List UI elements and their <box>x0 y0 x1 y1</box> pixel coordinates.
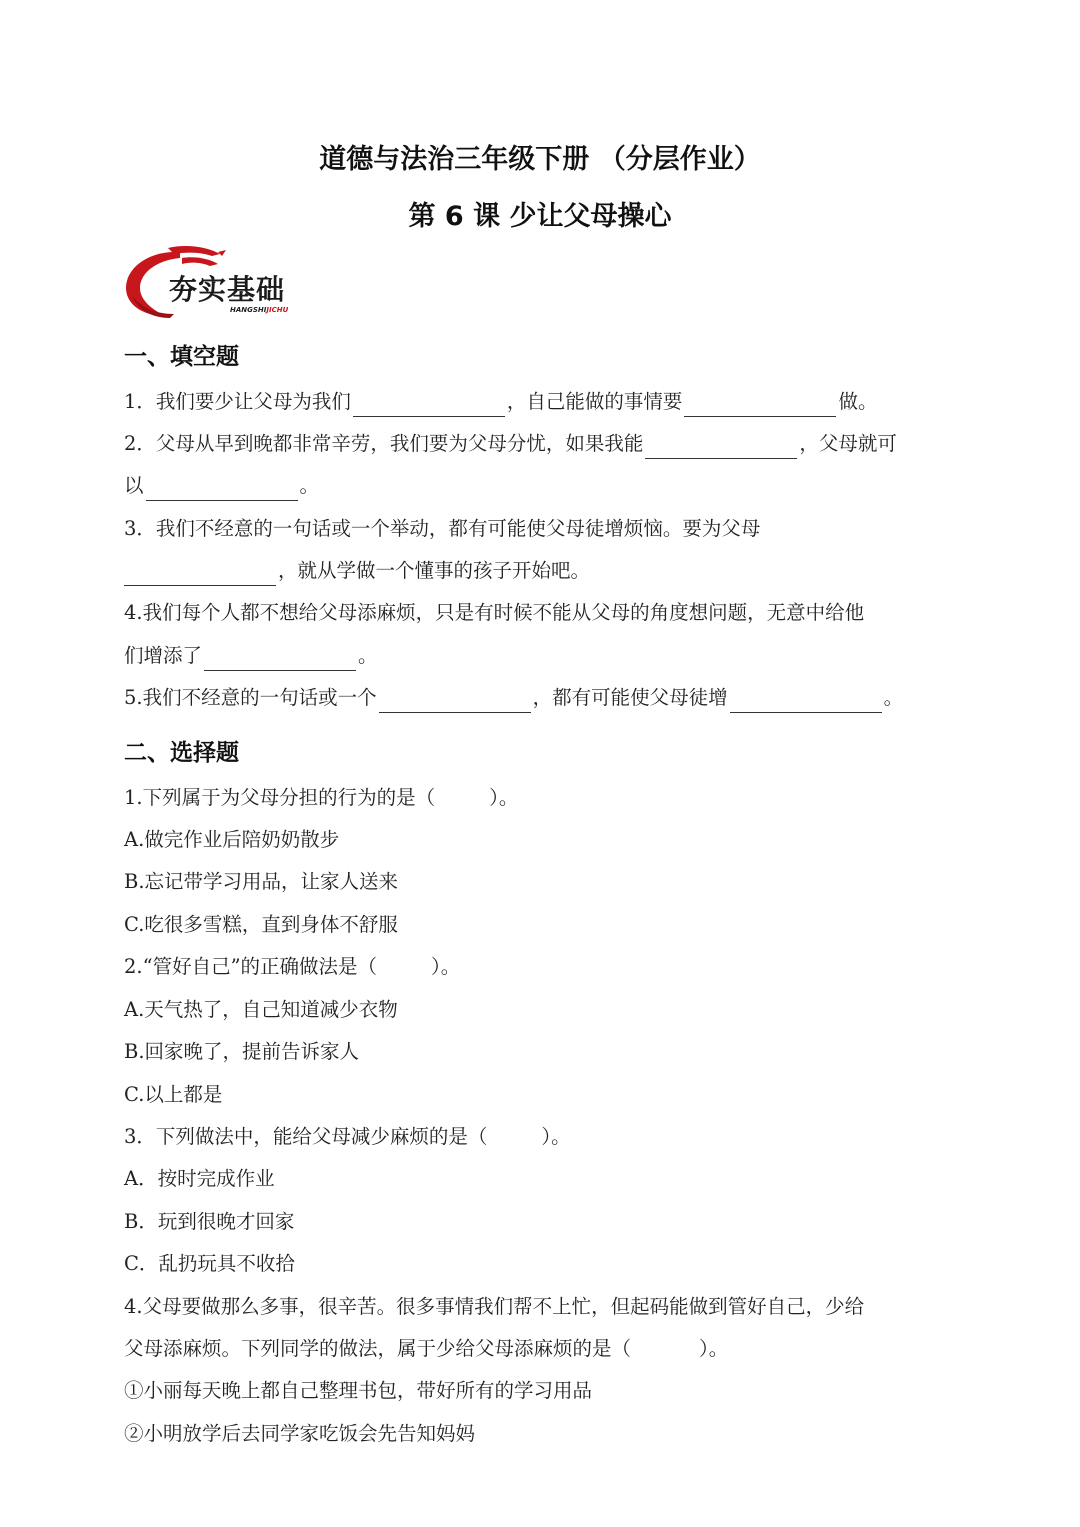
fill-question-4-cont <box>124 641 964 671</box>
c4-item-1: ①小丽每天晚上都自己整理书包，带好所有的学习用品 <box>124 1379 593 1402</box>
fill-question-3 <box>124 514 964 544</box>
fill-question-3-cont <box>124 556 964 586</box>
answer-blank <box>730 690 882 713</box>
c1-option-a: A.做完作业后陪奶奶散步 <box>124 828 340 851</box>
c4-stem-a: 父母添麻烦。下列同学的做法，属于少给父母添麻烦的是（ <box>124 1337 632 1360</box>
q5-text-c: 。 <box>883 686 904 709</box>
c2-option-c: C.以上都是 <box>124 1083 223 1106</box>
c1-stem-b: ）。 <box>489 786 519 809</box>
choice-question-4-cont <box>124 1334 964 1364</box>
q2-text-a: 2．父母从早到晚都非常辛劳，我们要为父母分忧，如果我能 <box>124 432 644 455</box>
q1-text-c: 做。 <box>838 390 878 413</box>
fill-question-4 <box>124 598 964 628</box>
fill-question-1 <box>124 387 964 417</box>
fill-question-5 <box>124 683 964 713</box>
c3-option-c: C．乱扔玩具不收拾 <box>124 1252 295 1275</box>
q4-text-c: 。 <box>358 644 378 667</box>
q2-text-b: ，父母就可 <box>799 432 897 455</box>
logo-sub-red: JICHU <box>266 306 289 314</box>
c2-option-a: A.天气热了，自己知道减少衣物 <box>124 998 398 1021</box>
q4-text-b: 们增添了 <box>124 644 203 667</box>
multiple-choice-heading: 二、选择题 <box>124 740 239 766</box>
choice-question-1 <box>124 783 964 813</box>
q1-text-b: ，自己能做的事情要 <box>506 390 683 413</box>
choice-question-4: 4.父母要做那么多事，很辛苦。很多事情我们帮不上忙，但起码能做到管好自己，少给 <box>124 1295 865 1318</box>
q4-text-a: 4.我们每个人都不想给父母添麻烦，只是有时候不能从父母的角度想问题，无意中给他 <box>124 601 865 624</box>
logo-subtext <box>230 306 288 314</box>
answer-blank <box>379 690 531 713</box>
answer-blank <box>684 394 836 417</box>
q2-text-d: 。 <box>299 474 320 497</box>
answer-blank <box>204 648 356 671</box>
logo-text: 夯实基础 <box>169 273 286 306</box>
fill-question-2-cont <box>124 471 964 501</box>
answer-blank <box>645 436 797 459</box>
c1-option-b: B.忘记带学习用品，让家人送来 <box>124 870 399 893</box>
c3-stem-b: ）。 <box>541 1125 571 1148</box>
q5-text-a: 5.我们不经意的一句话或一个 <box>124 686 377 709</box>
logo-sub-black: HANGSHI <box>230 306 267 314</box>
choice-question-2 <box>124 952 964 982</box>
c3-option-b: B．玩到很晚才回家 <box>124 1210 295 1233</box>
answer-blank <box>124 563 276 586</box>
c2-option-b: B.回家晚了，提前告诉家人 <box>124 1040 360 1063</box>
c4-item-2: ②小明放学后去同学家吃饭会先告知妈妈 <box>124 1422 476 1445</box>
c1-option-c: C.吃很多雪糕，直到身体不舒服 <box>124 913 398 936</box>
c1-stem-a: 1.下列属于为父母分担的行为的是（ <box>124 786 436 809</box>
answer-blank <box>146 478 298 501</box>
fill-in-heading: 一、填空题 <box>124 344 239 370</box>
c2-stem-a: 2.“管好自己”的正确做法是（ <box>124 955 378 978</box>
q3-text-a: 3．我们不经意的一句话或一个举动，都有可能使父母徒增烦恼。要为父母 <box>124 517 761 540</box>
answer-blank <box>353 394 505 417</box>
q1-text-a: 1．我们要少让父母为我们 <box>124 390 351 413</box>
page-title: 道德与法治三年级下册 （分层作业） <box>319 144 761 175</box>
c4-stem-b: ）。 <box>699 1337 729 1360</box>
q3-text-b: ，就从学做一个懂事的孩子开始吧。 <box>278 559 591 582</box>
c3-option-a: A．按时完成作业 <box>124 1167 275 1190</box>
fill-question-2 <box>124 429 964 459</box>
choice-question-3 <box>124 1122 964 1152</box>
c2-stem-b: ）。 <box>431 955 461 978</box>
q2-text-c: 以 <box>124 474 144 497</box>
lesson-title: 第 6 课 少让父母操心 <box>408 201 672 232</box>
q5-text-b: ，都有可能使父母徒增 <box>532 686 728 709</box>
c3-stem-a: 3．下列做法中，能给父母减少麻烦的是（ <box>124 1125 488 1148</box>
section-logo <box>122 244 308 320</box>
